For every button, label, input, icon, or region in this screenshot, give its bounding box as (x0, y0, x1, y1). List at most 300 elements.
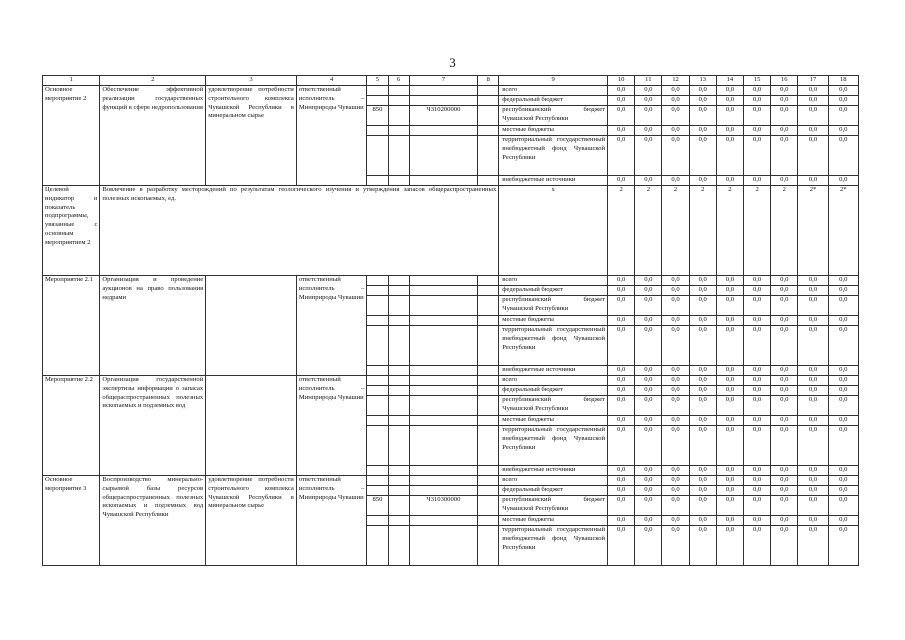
code-grbs (367, 276, 388, 286)
amount-cell: 0,0 (771, 396, 798, 416)
amount-cell: 0,0 (828, 106, 858, 126)
amount-cell: 0,0 (608, 396, 635, 416)
block-name: Мероприятие 2.2 (43, 376, 100, 476)
amount-cell: 0,0 (798, 466, 828, 476)
amount-cell: 0,0 (744, 396, 771, 416)
code-section (388, 426, 409, 466)
code-section (388, 316, 409, 326)
code-csr (409, 96, 478, 106)
amount-cell: 0,0 (608, 496, 635, 516)
code-grbs (367, 126, 388, 136)
amount-cell: 0,0 (608, 286, 635, 296)
amount-cell: 0,0 (635, 386, 662, 396)
amount-cell: 0,0 (608, 376, 635, 386)
amount-cell: 0,0 (771, 136, 798, 176)
amount-cell: 0,0 (716, 276, 743, 286)
code-grbs (367, 176, 388, 186)
amount-cell: 0,0 (744, 376, 771, 386)
table-row (43, 476, 859, 486)
amount-cell: 0,0 (662, 386, 689, 396)
amount-cell: 0,0 (798, 136, 828, 176)
amount-cell: 0,0 (716, 526, 743, 566)
header-cell: 2 (100, 76, 206, 86)
amount-cell: 0,0 (828, 466, 858, 476)
header-cell: 10 (608, 76, 635, 86)
funding-source: федеральный бюджет (499, 386, 608, 396)
code-csr (409, 516, 478, 526)
funding-source: территориальный государственный внебюджетный фонд Чувашской Республики (499, 326, 608, 366)
amount-cell: 0,0 (716, 366, 743, 376)
code-vr (478, 516, 499, 526)
amount-cell: 0,0 (798, 396, 828, 416)
amount-cell: 0,0 (689, 96, 716, 106)
funding-source: всего (499, 476, 608, 486)
amount-cell: 0,0 (608, 316, 635, 326)
amount-cell: 0,0 (771, 176, 798, 186)
amount-cell: 0,0 (744, 286, 771, 296)
funding-source: территориальный государственный внебюджетный фонд Чувашской Республики (499, 136, 608, 176)
indicator-value: 2 (716, 186, 743, 276)
amount-cell: 0,0 (662, 106, 689, 126)
amount-cell: 0,0 (635, 426, 662, 466)
code-csr (409, 386, 478, 396)
amount-cell: 0,0 (608, 486, 635, 496)
amount-cell: 0,0 (744, 326, 771, 366)
code-section (388, 86, 409, 96)
funding-source: местные бюджеты (499, 516, 608, 526)
amount-cell: 0,0 (828, 416, 858, 426)
code-vr (478, 276, 499, 286)
funding-source: федеральный бюджет (499, 486, 608, 496)
amount-cell: 0,0 (771, 96, 798, 106)
code-csr (409, 426, 478, 466)
code-vr (478, 496, 499, 516)
amount-cell: 0,0 (635, 526, 662, 566)
amount-cell: 0,0 (608, 176, 635, 186)
block-name: Основное мероприятие 3 (43, 476, 100, 566)
amount-cell: 0,0 (662, 96, 689, 106)
amount-cell: 0,0 (771, 376, 798, 386)
block-goal (206, 276, 297, 376)
amount-cell: 0,0 (771, 296, 798, 316)
amount-cell: 0,0 (798, 426, 828, 466)
amount-cell: 0,0 (771, 386, 798, 396)
amount-cell: 0,0 (771, 276, 798, 286)
table-row (43, 86, 859, 96)
code-vr (478, 396, 499, 416)
header-cell: 3 (206, 76, 297, 86)
code-section (388, 376, 409, 386)
amount-cell: 0,0 (798, 96, 828, 106)
amount-cell: 0,0 (635, 416, 662, 426)
amount-cell: 0,0 (608, 386, 635, 396)
block-goal: удовлетворение потребности строительного комплекса Чувашской Республики в минеральном сырье (206, 86, 297, 186)
amount-cell: 0,0 (689, 466, 716, 476)
amount-cell: 0,0 (635, 376, 662, 386)
code-grbs (367, 386, 388, 396)
code-vr (478, 86, 499, 96)
code-grbs (367, 516, 388, 526)
funding-source: территориальный государственный внебюджетный фонд Чувашской Республики (499, 526, 608, 566)
header-cell: 8 (478, 76, 499, 86)
amount-cell: 0,0 (689, 286, 716, 296)
block-title: Воспроизводство минерально-сырьевой базы ресурсов общераспространенных полезных ископаемых и подземных вод Чувашской Республики (100, 476, 206, 566)
amount-cell: 0,0 (798, 176, 828, 186)
code-vr (478, 316, 499, 326)
amount-cell: 0,0 (716, 326, 743, 366)
amount-cell: 0,0 (798, 86, 828, 96)
amount-cell: 0,0 (689, 276, 716, 286)
code-grbs (367, 476, 388, 486)
indicator-value: 2* (798, 186, 828, 276)
amount-cell: 0,0 (608, 96, 635, 106)
amount-cell: 0,0 (635, 366, 662, 376)
code-section (388, 496, 409, 516)
amount-cell: 0,0 (635, 276, 662, 286)
amount-cell: 0,0 (635, 396, 662, 416)
code-grbs (367, 296, 388, 316)
amount-cell: 0,0 (689, 486, 716, 496)
header-cell: 4 (296, 76, 367, 86)
code-vr (478, 416, 499, 426)
amount-cell: 0,0 (771, 496, 798, 516)
amount-cell: 0,0 (635, 516, 662, 526)
indicator-text: Вовлечение в разработку месторождений по результатам геологического изучения и утверждения запасов общераспространенных полезных ископаемых, ед. (100, 186, 499, 276)
block-responsible: ответственный исполнитель – Минприроды Чувашии (296, 476, 367, 566)
amount-cell: 0,0 (828, 276, 858, 286)
amount-cell: 0,0 (744, 316, 771, 326)
amount-cell: 0,0 (798, 476, 828, 486)
amount-cell: 0,0 (716, 86, 743, 96)
amount-cell: 0,0 (771, 286, 798, 296)
amount-cell: 0,0 (608, 366, 635, 376)
code-vr (478, 106, 499, 126)
amount-cell: 0,0 (771, 426, 798, 466)
amount-cell: 0,0 (689, 126, 716, 136)
amount-cell: 0,0 (716, 496, 743, 516)
funding-source: местные бюджеты (499, 416, 608, 426)
amount-cell: 0,0 (828, 126, 858, 136)
code-csr (409, 416, 478, 426)
funding-source: всего (499, 86, 608, 96)
amount-cell: 0,0 (662, 366, 689, 376)
code-csr (409, 296, 478, 316)
amount-cell: 0,0 (828, 526, 858, 566)
amount-cell: 0,0 (608, 296, 635, 316)
amount-cell: 0,0 (662, 476, 689, 486)
code-section (388, 96, 409, 106)
code-csr: Ч310300000 (409, 496, 478, 516)
amount-cell: 0,0 (771, 316, 798, 326)
funding-source: территориальный государственный внебюджетный фонд Чувашской Республики (499, 426, 608, 466)
amount-cell: 0,0 (689, 516, 716, 526)
amount-cell: 0,0 (662, 176, 689, 186)
block-title: Обеспечение эффективной реализации государственных функций в сфере недропользования (100, 86, 206, 186)
amount-cell: 0,0 (662, 326, 689, 366)
amount-cell: 0,0 (662, 516, 689, 526)
code-grbs (367, 416, 388, 426)
amount-cell: 0,0 (828, 86, 858, 96)
amount-cell: 0,0 (744, 496, 771, 516)
amount-cell: 0,0 (635, 296, 662, 316)
code-csr (409, 366, 478, 376)
header-cell: 6 (388, 76, 409, 86)
code-grbs (367, 136, 388, 176)
amount-cell: 0,0 (716, 136, 743, 176)
amount-cell: 0,0 (798, 276, 828, 286)
funding-source: местные бюджеты (499, 316, 608, 326)
header-cell: 15 (744, 76, 771, 86)
amount-cell: 0,0 (662, 526, 689, 566)
amount-cell: 0,0 (744, 476, 771, 486)
amount-cell: 0,0 (771, 126, 798, 136)
amount-cell: 0,0 (744, 176, 771, 186)
funding-source: внебюджетные источники (499, 466, 608, 476)
code-grbs (367, 86, 388, 96)
amount-cell: 0,0 (689, 416, 716, 426)
funding-source: федеральный бюджет (499, 286, 608, 296)
indicator-value: 2 (608, 186, 635, 276)
amount-cell: 0,0 (716, 386, 743, 396)
amount-cell: 0,0 (635, 316, 662, 326)
code-grbs (367, 326, 388, 366)
amount-cell: 0,0 (744, 296, 771, 316)
amount-cell: 0,0 (716, 316, 743, 326)
indicator-x: x (499, 186, 608, 276)
amount-cell: 0,0 (798, 526, 828, 566)
amount-cell: 0,0 (716, 426, 743, 466)
code-csr (409, 486, 478, 496)
amount-cell: 0,0 (635, 466, 662, 476)
amount-cell: 0,0 (771, 416, 798, 426)
amount-cell: 0,0 (689, 376, 716, 386)
amount-cell: 0,0 (635, 136, 662, 176)
code-vr (478, 466, 499, 476)
code-csr (409, 396, 478, 416)
amount-cell: 0,0 (744, 466, 771, 476)
amount-cell: 0,0 (635, 286, 662, 296)
code-grbs (367, 466, 388, 476)
amount-cell: 0,0 (635, 496, 662, 516)
amount-cell: 0,0 (828, 136, 858, 176)
amount-cell: 0,0 (635, 96, 662, 106)
code-vr (478, 136, 499, 176)
code-grbs: 850 (367, 106, 388, 126)
amount-cell: 0,0 (716, 376, 743, 386)
header-cell: 16 (771, 76, 798, 86)
indicator-value: 2* (828, 186, 858, 276)
header-cell: 17 (798, 76, 828, 86)
amount-cell: 0,0 (828, 176, 858, 186)
amount-cell: 0,0 (828, 286, 858, 296)
header-cell: 1 (43, 76, 100, 86)
funding-source: внебюджетные источники (499, 176, 608, 186)
amount-cell: 0,0 (828, 516, 858, 526)
amount-cell: 0,0 (798, 416, 828, 426)
amount-cell: 0,0 (662, 316, 689, 326)
amount-cell: 0,0 (744, 386, 771, 396)
amount-cell: 0,0 (744, 516, 771, 526)
amount-cell: 0,0 (798, 486, 828, 496)
amount-cell: 0,0 (771, 486, 798, 496)
code-vr (478, 286, 499, 296)
funding-source: всего (499, 276, 608, 286)
amount-cell: 0,0 (744, 86, 771, 96)
amount-cell: 0,0 (716, 486, 743, 496)
amount-cell: 0,0 (689, 386, 716, 396)
amount-cell: 0,0 (689, 86, 716, 96)
indicator-value: 2 (689, 186, 716, 276)
amount-cell: 0,0 (689, 136, 716, 176)
amount-cell: 0,0 (662, 136, 689, 176)
amount-cell: 0,0 (716, 106, 743, 126)
amount-cell: 0,0 (689, 476, 716, 486)
code-csr (409, 286, 478, 296)
code-section (388, 176, 409, 186)
code-csr (409, 86, 478, 96)
amount-cell: 0,0 (689, 396, 716, 416)
amount-cell: 0,0 (608, 136, 635, 176)
indicator-value: 2 (635, 186, 662, 276)
code-vr (478, 386, 499, 396)
amount-cell: 0,0 (744, 486, 771, 496)
amount-cell: 0,0 (635, 106, 662, 126)
amount-cell: 0,0 (798, 126, 828, 136)
header-cell: 13 (689, 76, 716, 86)
amount-cell: 0,0 (744, 526, 771, 566)
block-title: Организация государственной экспертизы информации о запасах общераспространенных полезных ископаемых и подземных вод (100, 376, 206, 476)
code-vr (478, 96, 499, 106)
code-csr (409, 376, 478, 386)
code-section (388, 366, 409, 376)
code-vr (478, 366, 499, 376)
amount-cell: 0,0 (828, 396, 858, 416)
amount-cell: 0,0 (771, 466, 798, 476)
block-responsible: ответственный исполнитель – Минприроды Чувашии (296, 376, 367, 476)
amount-cell: 0,0 (689, 366, 716, 376)
code-grbs (367, 366, 388, 376)
block-goal: удовлетворение потребности строительного комплекса Чувашской Республики в минеральном сырье (206, 476, 297, 566)
funding-source: республиканский бюджет Чувашской Республики (499, 396, 608, 416)
amount-cell: 0,0 (716, 286, 743, 296)
amount-cell: 0,0 (828, 316, 858, 326)
amount-cell: 0,0 (608, 126, 635, 136)
code-section (388, 276, 409, 286)
amount-cell: 0,0 (771, 326, 798, 366)
code-section (388, 136, 409, 176)
funding-source: федеральный бюджет (499, 96, 608, 106)
amount-cell: 0,0 (771, 516, 798, 526)
block-name: Мероприятие 2.1 (43, 276, 100, 376)
amount-cell: 0,0 (689, 426, 716, 466)
block-name: Основное мероприятие 2 (43, 86, 100, 186)
code-csr (409, 136, 478, 176)
header-cell: 9 (499, 76, 608, 86)
block-title: Организация и проведение аукционов на право пользования недрами (100, 276, 206, 376)
code-grbs (367, 526, 388, 566)
amount-cell: 0,0 (662, 426, 689, 466)
funding-source: республиканский бюджет Чувашской Республики (499, 296, 608, 316)
amount-cell: 0,0 (662, 126, 689, 136)
amount-cell: 0,0 (689, 326, 716, 366)
amount-cell: 0,0 (662, 286, 689, 296)
amount-cell: 0,0 (635, 126, 662, 136)
amount-cell: 0,0 (744, 106, 771, 126)
amount-cell: 0,0 (716, 296, 743, 316)
amount-cell: 0,0 (744, 416, 771, 426)
code-section (388, 286, 409, 296)
amount-cell: 0,0 (608, 516, 635, 526)
amount-cell: 0,0 (689, 496, 716, 516)
amount-cell: 0,0 (798, 286, 828, 296)
amount-cell: 0,0 (662, 496, 689, 516)
amount-cell: 0,0 (744, 126, 771, 136)
amount-cell: 0,0 (798, 386, 828, 396)
amount-cell: 0,0 (716, 176, 743, 186)
amount-cell: 0,0 (828, 426, 858, 466)
amount-cell: 0,0 (608, 416, 635, 426)
amount-cell: 0,0 (798, 326, 828, 366)
amount-cell: 0,0 (662, 296, 689, 316)
amount-cell: 0,0 (744, 276, 771, 286)
code-vr (478, 476, 499, 486)
amount-cell: 0,0 (608, 476, 635, 486)
code-section (388, 466, 409, 476)
amount-cell: 0,0 (716, 416, 743, 426)
code-grbs (367, 286, 388, 296)
code-csr (409, 466, 478, 476)
amount-cell: 0,0 (716, 466, 743, 476)
amount-cell: 0,0 (635, 486, 662, 496)
code-section (388, 396, 409, 416)
code-grbs (367, 376, 388, 386)
code-vr (478, 376, 499, 386)
indicator-value: 2 (744, 186, 771, 276)
indicator-row (43, 186, 859, 276)
amount-cell: 0,0 (771, 526, 798, 566)
header-cell: 12 (662, 76, 689, 86)
code-grbs (367, 426, 388, 466)
amount-cell: 0,0 (798, 316, 828, 326)
amount-cell: 0,0 (608, 526, 635, 566)
block-goal (206, 376, 297, 476)
funding-source: местные бюджеты (499, 126, 608, 136)
code-vr (478, 486, 499, 496)
code-section (388, 296, 409, 316)
amount-cell: 0,0 (828, 496, 858, 516)
header-row (43, 76, 859, 86)
amount-cell: 0,0 (798, 296, 828, 316)
page-number: 3 (449, 55, 456, 70)
amount-cell: 0,0 (798, 106, 828, 126)
code-csr (409, 526, 478, 566)
amount-cell: 0,0 (608, 276, 635, 286)
table-row (43, 376, 859, 386)
header-cell: 11 (635, 76, 662, 86)
code-section (388, 476, 409, 486)
amount-cell: 0,0 (744, 96, 771, 106)
amount-cell: 0,0 (662, 86, 689, 96)
amount-cell: 0,0 (635, 86, 662, 96)
code-csr (409, 476, 478, 486)
amount-cell: 0,0 (798, 496, 828, 516)
code-grbs (367, 396, 388, 416)
indicator-value: 2 (662, 186, 689, 276)
code-section (388, 526, 409, 566)
amount-cell: 0,0 (608, 426, 635, 466)
code-grbs: 850 (367, 496, 388, 516)
code-section (388, 486, 409, 496)
